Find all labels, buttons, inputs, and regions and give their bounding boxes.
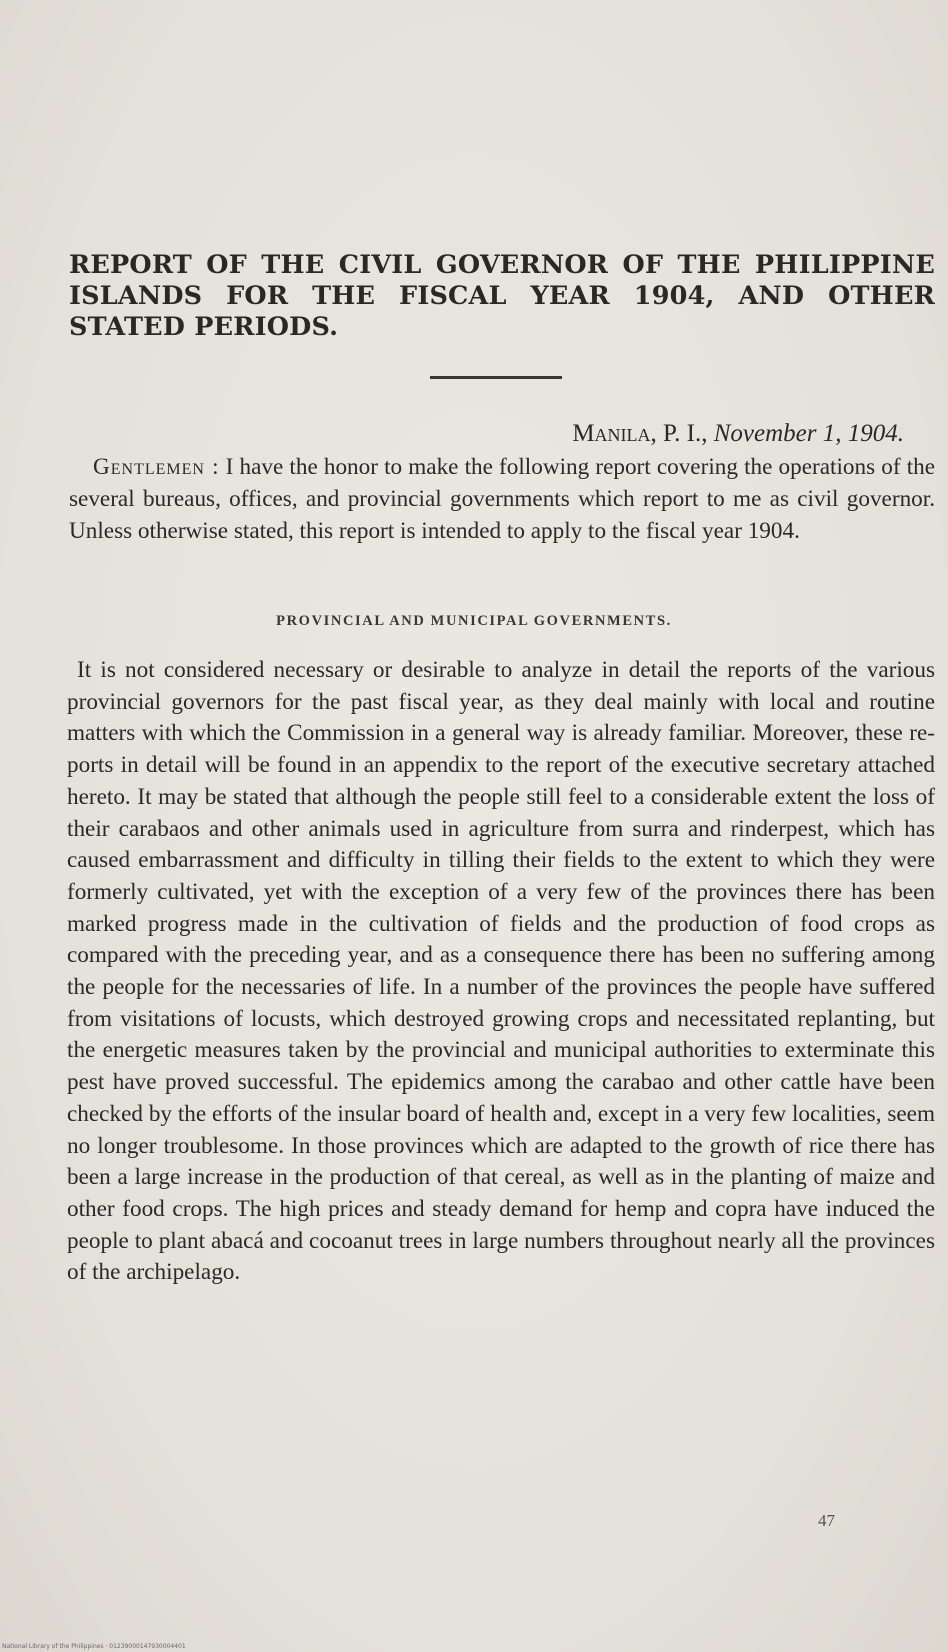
page-number: 47 [818,1511,835,1530]
dateline [572,420,904,448]
section-heading: PROVINCIAL AND MUNICIPAL GOVERNMENTS. [276,613,672,629]
title-divider [430,376,562,379]
report-title: REPORT OF THE CIVIL GOVERNOR OF THE PHILIPPINE ISLANDS FOR THE FISCAL YEAR 1904, AND OTHER STATED PERIODS. [69,250,935,342]
salutation-greeting: Gentlemen : [93,454,220,480]
body-paragraph: It is not considered necessary or desirable to analyze in detail the reports of the various provincial governors for the past fiscal year, as they deal mainly with local and routine matters with which the Commission in a general way is already familiar. Moreover, these reports in detail will be found in an appendix to the report of the executive secretary attached hereto. It may be stated that although the people still feel to a considerable extent the loss of their carabaos and other animals used in agriculture from surra and rinderpest, which has caused embarrassment and difficulty in tilling their fields to the extent to which they were formerly cultivated, yet with the exception of a very few of the provinces there has been marked progress made in the cultivation of fields and the production of food crops as compared with the preceding year, and as a consequence there has been no suffering among the people for the necessaries of life. In a number of the provinces the people have suffered from visitations of locusts, which destroyed growing crops and necessitated replanting, but the energetic measures taken by the provincial and municipal authorities to exterminate this pest have proved successful. The epidemics among the carabao and other cattle have been checked by the efforts of the insular board of health and, except in a very few localities, seem no longer troublesome. In those provinces which are adapted to the growth of rice there has been a large increase in the production of that cereal, as well as in the planting of maize and other food crops. The high prices and steady demand for hemp and copra have induced the people to plant abacá and cocoanut trees in large numbers throughout nearly all the provinces of the archipelago. [67,657,935,1286]
salutation-paragraph [69,451,935,547]
salutation-text: I have the honor to make the following report covering the operations of the several bureaus, offices, and provincial governments which report to me as civil governor. Unless otherwise stated, this report is intended to apply to the fiscal year 1904. [69,454,936,544]
footer-note: National Library of the Philippines · 01239000147930004401 [2,1643,186,1650]
dateline-date: November 1, 1904. [713,420,904,447]
dateline-place: Manila, P. I., [572,420,708,447]
